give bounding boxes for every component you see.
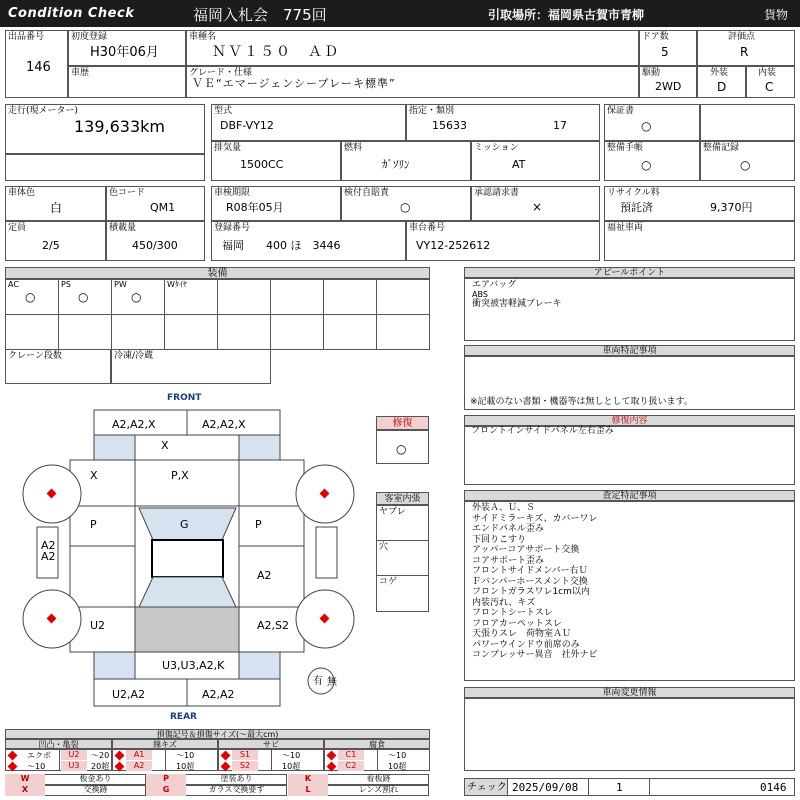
legend-symbol-desc: 看板跡 [366,774,391,783]
crane-label: クレーン段数 [8,351,62,361]
equipment-item-label: AC [8,280,19,289]
cabin-burn: コゲ [379,577,398,587]
inspection-notes-header: 査定特記事項 [464,490,795,501]
designation-value: 15633 [432,119,467,132]
chassis-label: 車台番号 [409,223,446,233]
body-color-value: 白 [50,201,63,215]
inspection-note-line: サイドミラーキズ、カバーワレ [472,513,598,524]
repair-header: 修復 [376,416,429,430]
car-name-value: ＮＶ１５０ ＡＤ [212,44,340,60]
repair-content-text: フロントインサイドパネル左右歪み [471,426,614,436]
mission-value: AT [512,158,526,171]
equipment-header: 装備 [5,267,430,279]
mark-tail: U3,U3,A2,K [162,659,225,672]
interior-label: 内装 [758,68,777,78]
welfare-label: 福祉車両 [607,223,644,233]
exterior-value: D [717,80,727,94]
mark-front-door-left: P [90,518,97,531]
special-header: 車両特記事項 [464,345,795,356]
legend-group-name: サビ [218,739,324,749]
category-number: 17 [553,119,567,132]
mark-rear-bumper-left: U2,A2 [112,688,146,701]
plate-value: 福岡 400 ほ 3446 [222,239,341,252]
liability-value: ○ [400,200,411,214]
legend-dent-u3-size: 20超 [91,762,110,771]
fuel-label: 燃料 [344,143,363,153]
legend-group-name: 線キズ [112,739,218,749]
mark-hood: P,X [171,469,189,482]
maint-book-value: ○ [641,158,652,172]
fridge-label: 冷凍/冷蔵 [114,351,154,361]
grade-value: ＶＥ“エマージェンシーブレーキ標準” [192,77,396,90]
lot-number: 146 [26,60,51,75]
chassis-value: VY12-252612 [416,239,491,252]
legend-symbol-desc: ガラス交換要す [208,785,265,794]
plate-label: 登録番号 [214,223,251,233]
mark-rear-door-right: A2 [257,569,272,582]
legend-group-name: 凹凸・亀裂 [5,739,112,749]
legend-size-high: 10超 [282,762,301,771]
spare-tire-none: 無 [327,677,337,688]
mark-rear-right: A2,S2 [257,619,290,632]
legend-dent-u3: U3 [61,761,87,771]
special-note: ※記載のない書類・機器等は無しとして取り扱います。 [470,397,693,407]
displacement-value: 1500CC [240,158,284,171]
interior-value: C [765,80,774,94]
rear-label: REAR [170,712,197,722]
approval-value: × [532,200,543,214]
legend-code-high: C2 [338,761,364,771]
color-code-value: QM1 [150,201,176,214]
inspection-note-line: コンプレッサー異音 社外ナビ [472,650,598,660]
drive-label: 駆動 [642,68,661,78]
mileage-label: 走行(現メーター) [8,106,79,116]
mark-front-bumper-right: A2,A2,X [202,418,246,431]
inspection-label: 車検期限 [214,188,251,198]
mark-rear-bumper-right: A2,A2 [202,688,235,701]
mark-front-door-right: P [255,518,262,531]
load-label: 積載量 [109,223,137,233]
legend-dent-u2: U2 [61,750,87,760]
legend-dent-small-size: ～10 [27,762,46,771]
inspection-note-line: フロントシートスレ [472,608,553,618]
legend-code-low: S1 [232,750,258,760]
change-info-header: 車両変更情報 [464,687,795,698]
mark-hood-front: X [161,439,169,452]
repair-mark: ○ [396,442,407,456]
warranty-label: 保証書 [607,106,635,116]
legend-symbol-code: K [288,774,328,785]
car-name-label: 車種名 [189,32,217,42]
mission-label: ミッション [474,143,519,153]
warranty-extra-cell [700,104,795,141]
inspection-note-line: フロントサイドメンバー右Ｕ [472,566,588,576]
exterior-label: 外装 [710,68,729,78]
inspection-note-line: 下回りこすり [472,534,527,545]
legend-size-low: ～10 [176,751,195,760]
model-label: 型式 [214,106,233,116]
equipment-item-mark: ○ [131,290,142,304]
appeal-line-3: 衝突被害軽減ブレーキ [472,299,562,309]
displacement-label: 排気量 [214,143,242,153]
legend-symbol-code: X [5,785,45,796]
history-label: 車歴 [71,68,90,78]
liability-label: 検付自賠責 [344,188,390,198]
appeal-header: アピールポイント [464,267,795,278]
legend-code-high: A2 [126,761,152,771]
inspection-note-line: エンドパネル歪み [472,524,544,534]
inspection-note-line: 天張りスレ 荷物室ＡＵ [472,629,572,639]
cabin-box [376,505,429,612]
legend-header: 損傷記号＆損傷サイズ(～最大cm) [5,729,430,739]
legend-symbol-code: L [288,785,328,796]
legend-symbol-code: G [146,785,186,796]
category-label: 貨物 [764,8,789,22]
inspection-note-line: パワーウインドウ前席のみ [472,639,580,650]
legend-symbol-desc: 塗装あり [220,774,253,783]
cabin-header: 客室内張 [376,492,429,505]
header-left-title: Condition Check [8,6,135,21]
appeal-line-1: エアバッグ [472,280,517,290]
mileage-value: 139,633km [74,117,166,136]
appeal-line-2: ABS [472,290,488,299]
inspection-note-line: Ｆバンパーホースメント交換 [472,576,588,587]
legend-symbol-desc: レンズ割れ [358,785,399,794]
legend-divider [59,749,60,771]
inspection-note-line: 外装Ａ、Ｕ、Ｓ [472,503,536,513]
inspection-note-line: フロアカーペットスレ [472,618,562,629]
inspection-note-line: 内装汚れ、キズ [472,597,536,608]
legend-symbol-desc: 交換跡 [83,785,108,794]
legend-symbol-code: W [5,774,45,785]
legend-group-name: 腐食 [324,739,430,749]
change-info-panel [464,698,795,771]
legend-size-high: 10超 [388,762,407,771]
cabin-tear: ヤブレ [379,507,406,517]
mark-side-left: A2 A2 [41,539,56,563]
pickup-location: 引取場所：福岡県古賀市青柳 [488,8,645,22]
check-label: チェック [467,782,507,793]
capacity-value: 2/5 [42,239,60,252]
mark-rear-left: U2 [90,619,106,632]
auction-title: 福岡入札会 775回 [193,6,327,24]
legend-dent-u2-size: ～20 [91,751,110,760]
legend-symbol-desc: 板金あり [79,774,112,783]
legend-symbol-code: P [146,774,186,785]
rating-value: R [740,45,749,59]
legend-code-high: S2 [232,761,258,771]
maint-record-label: 整備記録 [703,143,740,153]
legend-divider [271,749,272,771]
grade-label: グレード・仕様 [189,68,253,78]
inspection-note-line: フロントガラスワレ1cm以内 [472,587,590,597]
legend-divider [377,749,378,771]
equipment-item-mark: ○ [25,290,36,304]
mark-front-bumper-left: A2,A2,X [112,418,156,431]
doors-label: ドア数 [642,32,669,42]
maint-record-value: ○ [740,158,751,172]
legend-size-low: ～10 [282,751,301,760]
legend-size-low: ～10 [388,751,407,760]
inspection-note-line: アッパーコアサポート交換 [472,545,580,555]
model-value: DBF-VY12 [220,119,274,132]
rating-label: 評価点 [728,32,756,42]
legend-divider [165,749,166,771]
drive-value: 2WD [655,80,682,93]
color-code-label: 色コード [109,188,146,198]
inspection-value: R08年05月 [226,201,284,214]
warranty-value: ○ [641,119,652,133]
legend-code-low: C1 [338,750,364,760]
inspection-note-line: コアサポート歪み [472,555,545,566]
check-date: 2025/09/08 [512,781,579,794]
recycle-fee: 9,370円 [710,201,753,214]
capacity-label: 定員 [8,223,27,233]
spare-tire-present: 有 [313,676,323,687]
recycle-label: リサイクル料 [607,188,660,198]
check-number: 1 [616,781,623,794]
approval-label: 承認請求書 [474,188,520,198]
legend-code-low: A1 [126,750,152,760]
designation-label: 指定・類別 [409,106,455,116]
equipment-item-mark: ○ [78,290,89,304]
doors-value: 5 [661,45,669,59]
mark-fender-left: X [90,469,98,482]
maint-book-label: 整備手帳 [607,143,644,153]
cabin-hole: 穴 [379,542,389,552]
legend-size-high: 10超 [176,762,195,771]
repair-content-header: 修復内容 [464,415,795,426]
equipment-item-label: PW [114,280,127,289]
mark-roof: G [180,518,189,531]
first-reg-label: 初度登録 [71,32,108,42]
equipment-item-label: PS [61,280,71,289]
body-color-label: 車体色 [8,188,36,198]
legend-dent-small: エクボ [27,751,51,760]
first-reg-value: H30年06月 [90,45,159,60]
sheet-code: 0146 [760,781,787,794]
load-value: 450/300 [132,239,178,252]
front-label: FRONT [167,393,202,403]
lot-label: 出品番号 [8,32,45,42]
recycle-status: 預託済 [620,201,653,214]
fuel-value: ｶﾞｿﾘﾝ [382,158,410,171]
equipment-item-label: Wﾀｲﾔ [167,280,187,289]
